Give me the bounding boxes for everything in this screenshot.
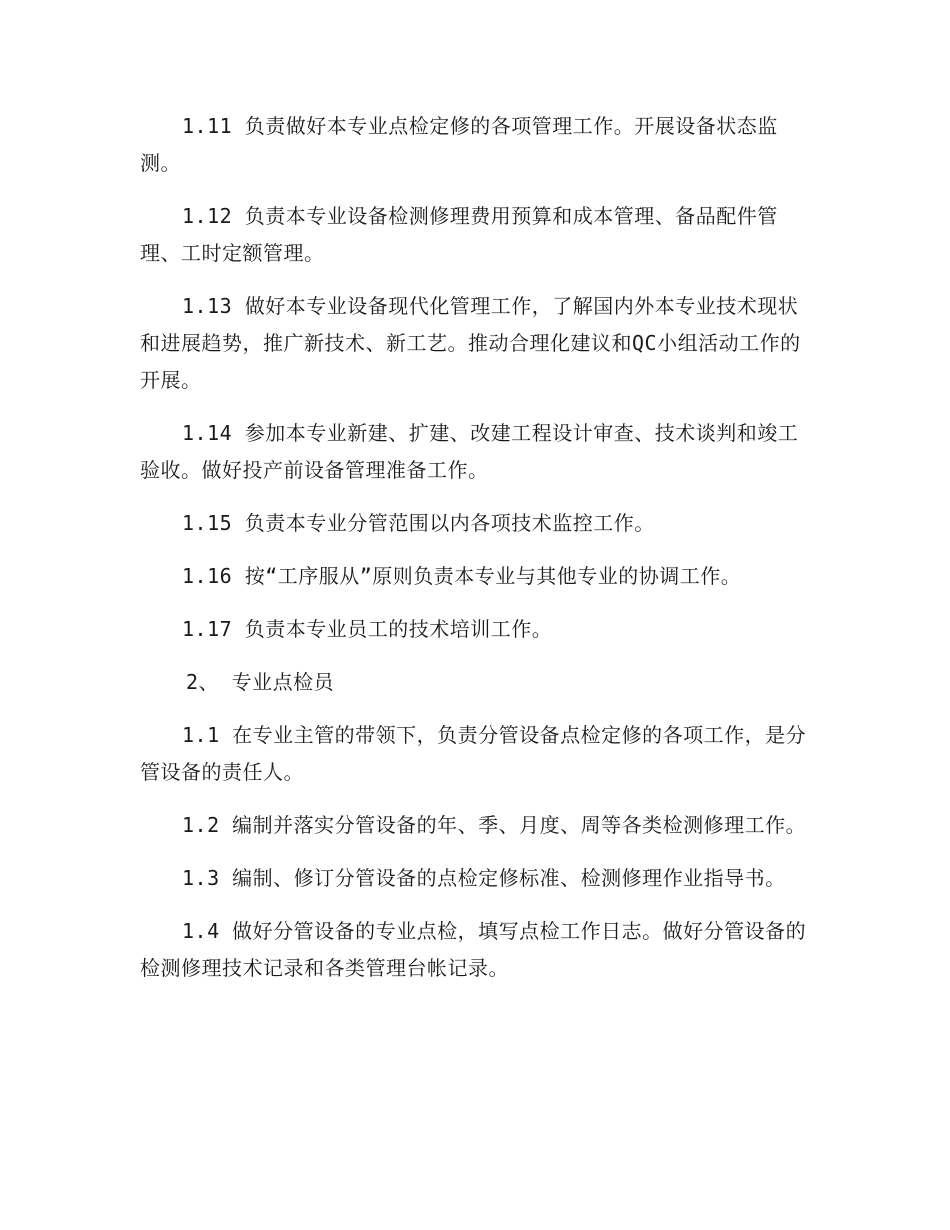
paragraph-1-11: 1.11 负责做好本专业点检定修的各项管理工作。开展设备状态监测。 <box>140 114 778 175</box>
paragraph-1-16: 1.16 按“工序服从”原则负责本专业与其他专业的协调工作。 <box>182 564 742 588</box>
section-heading-2: 2、 专业点检员 <box>186 670 335 694</box>
paragraph-2-1-3: 1.3 编制、修订分管设备的点检定修标准、检测修理作业指导书。 <box>182 866 786 890</box>
paragraph-1-14: 1.14 参加本专业新建、扩建、改建工程设计审查、技术谈判和竣工验收。做好投产前设备管理准备工作。 <box>140 421 799 482</box>
paragraph-1-15: 1.15 负责本专业分管范围以内各项技术监控工作。 <box>182 511 655 535</box>
paragraph-1-12: 1.12 负责本专业设备检测修理费用预算和成本管理、备品配件管理、工时定额管理。 <box>140 204 778 265</box>
paragraph-2-1-4: 1.4 做好分管设备的专业点检，填写点检工作日志。做好分管设备的检测修理技术记录和各类管理台帐记录。 <box>140 919 807 980</box>
paragraph-2-1-2: 1.2 编制并落实分管设备的年、季、月度、周等各类检测修理工作。 <box>182 813 807 837</box>
paragraph-1-17: 1.17 负责本专业员工的技术培训工作。 <box>182 617 553 641</box>
document-body <box>140 108 810 1003</box>
paragraph-1-13: 1.13 做好本专业设备现代化管理工作，了解国内外本专业技术现状和进展趋势，推广新技术、新工艺。推动合理化建议和QC小组活动工作的开展。 <box>140 294 801 392</box>
paragraph-2-1-1: 1.1 在专业主管的带领下，负责分管设备点检定修的各项工作，是分管设备的责任人。 <box>140 723 807 784</box>
